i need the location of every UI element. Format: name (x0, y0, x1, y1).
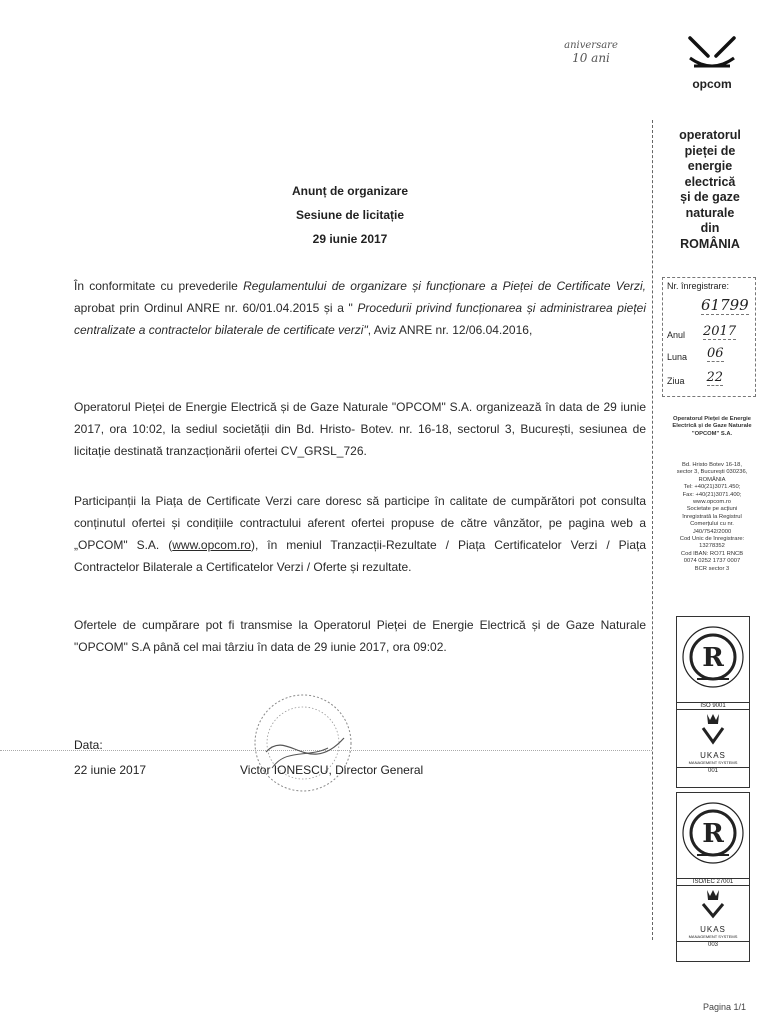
reg-month-row (667, 346, 724, 362)
reg-month: 06 (707, 346, 724, 361)
company-info-line: Fax: +40(21)3071.400; (682, 491, 742, 498)
tagline-line: energie (687, 159, 733, 173)
reg-day-label: Ziua (667, 376, 685, 386)
company-info-line: înregistrată la Registrul (682, 513, 742, 520)
company-info-line: Tel: +40(21)3071.450; (683, 484, 741, 491)
para1-text1: În conformitate cu prevederile (74, 279, 244, 293)
paragraph-offers-deadline: Ofertele de cumpărare pot fi transmise la Operatorul Pieței de Energie Electrică și de Gaze Naturale "OPCOM" S.A până cel mai târziu în data de 29 iunie 2017, ora 09:02. (74, 618, 646, 654)
svg-text:R: R (702, 643, 724, 673)
tagline-line: și de gaze (680, 190, 740, 204)
doc-heading-line1: Anunț de organizare (291, 184, 408, 198)
registration-box (662, 277, 756, 397)
cert1-standard: ISO 9001 (677, 702, 749, 710)
para3-text1: Participanții la Piața de Certificate Verzi care doresc să participe în calitate de cumpărători pot consulta conținutul ofertei și condițiile contractului aferent ofertei propuse de către vânzător, pe pagina web a „OPCOM" S.A. ( (74, 494, 646, 552)
paragraph-participants (74, 490, 646, 578)
para1-italic2: Procedurii privind funcționarea și administrarea pieței centralizate a contractelor bilaterale de certificate verzi" (74, 301, 646, 337)
reg-day-row (667, 370, 723, 386)
signer-name: Victor IONESCU, Director General (240, 763, 424, 777)
tagline-line: operatorul (679, 128, 741, 142)
cert1-num: 001 (677, 767, 749, 774)
company-name: Operatorul Pieței de Energie Electrică și de Gaze Naturale "OPCOM" S.A. (672, 416, 752, 437)
company-info-line: Cod IBAN: RO71 RNCB (680, 550, 744, 557)
reg-year: 2017 (703, 324, 737, 339)
anniversary-stamp (558, 40, 624, 65)
para1-text3: , Aviz ANRE nr. 12/06.04.2016, (367, 323, 533, 337)
svg-text:R: R (702, 819, 724, 849)
tagline-line: ROMÂNIA (680, 236, 740, 251)
side-divider (652, 120, 653, 940)
anniversary-stamp-line2: 10 ani (572, 51, 610, 65)
ukas-crown-icon (677, 886, 749, 920)
company-info-line: sector 3, București 030236, (676, 469, 748, 476)
quality-r-icon (677, 617, 749, 697)
iso-9001-certificate (676, 616, 750, 788)
reg-day: 22 (706, 370, 724, 385)
reg-label-text: Nr. înregistrare: (667, 281, 730, 291)
reg-number-label (667, 281, 729, 291)
doc-heading-line3: 29 iunie 2017 (312, 232, 388, 246)
cert2-standard: ISO/IEC 27001 (677, 878, 749, 886)
date-label: Data: (74, 738, 103, 752)
date-value: 22 iunie 2017 (74, 763, 147, 777)
page-number: Pagina 1/1 (702, 1002, 746, 1012)
cert2-sub: MANAGEMENT SYSTEMS (688, 934, 738, 939)
tagline-line: electrică (684, 174, 736, 189)
company-info-line: 0074 0252 1737 0007 (683, 558, 741, 565)
paragraph-legal-basis (74, 275, 646, 341)
para1-italic1: Regulamentului de organizare și funcționare a Pieței de Certificate Verzi, (243, 279, 647, 293)
quality-r-icon (677, 793, 749, 873)
reg-number: 61799 (701, 296, 749, 314)
para1-text2: aprobat prin Ordinul ANRE nr. 60/01.04.2015 și a " (74, 301, 358, 315)
tagline-line: naturale (685, 205, 735, 220)
company-info-line: BCR sector 3 (694, 565, 730, 572)
opcom-logo-icon (686, 34, 738, 74)
doc-heading-line2: Sesiune de licitație (295, 208, 405, 222)
opcom-logo-text: opcom (692, 77, 732, 91)
company-info-line: J40/7542/2000 (692, 528, 732, 535)
anniversary-stamp-line1: aniversare (564, 40, 618, 51)
para3-text2: ), în meniul Tranzacții-Rezultate / Piața Certificatelor Verzi / Piața Contractelor Bilaterale a Certificatelor Verzi / Oferte și rezultate. (74, 538, 646, 574)
official-seal-icon (248, 688, 358, 798)
cert2-num: 003 (677, 941, 749, 948)
company-info-line: Societate pe acțiuni (686, 506, 738, 513)
company-tagline (660, 128, 760, 252)
company-info-line: 13278352 (699, 543, 725, 550)
cert1-body: UKAS (700, 751, 726, 760)
reg-number-row (695, 296, 749, 315)
company-info-line: Comerțului cu nr. (690, 521, 734, 528)
iso-27001-certificate (676, 792, 750, 962)
company-info-line: ROMÂNIA (698, 476, 726, 483)
opcom-logo (680, 34, 744, 91)
ukas-crown-icon (677, 710, 749, 746)
reg-year-label: Anul (667, 330, 686, 340)
cert1-sub: MANAGEMENT SYSTEMS (688, 760, 738, 765)
company-info-line: www.opcom.ro (692, 499, 731, 506)
paragraph-session-info: Operatorul Pieței de Energie Electrică și de Gaze Naturale "OPCOM" S.A. organizează în data de 29 iunie 2017, ora 10:02, la sediul societății din Bd. Hristo- Botev. nr. 16-18, sectorul 3, București, sesiunea de licitație destinată tranzacționării ofertei CV_GRSL_726. (74, 400, 646, 458)
tagline-line: pieței de (684, 143, 736, 158)
cert2-body: UKAS (700, 925, 726, 934)
company-address-block (664, 462, 760, 573)
reg-year-row (667, 324, 736, 340)
opcom-website-link[interactable]: www.opcom.ro (172, 538, 251, 552)
tagline-line: din (700, 221, 720, 235)
company-info-line: Bd. Hristo Botev 16-18, (682, 462, 742, 468)
reg-month-label: Luna (667, 352, 688, 362)
company-info-line: Cod Unic de înregistrare: (679, 536, 745, 543)
